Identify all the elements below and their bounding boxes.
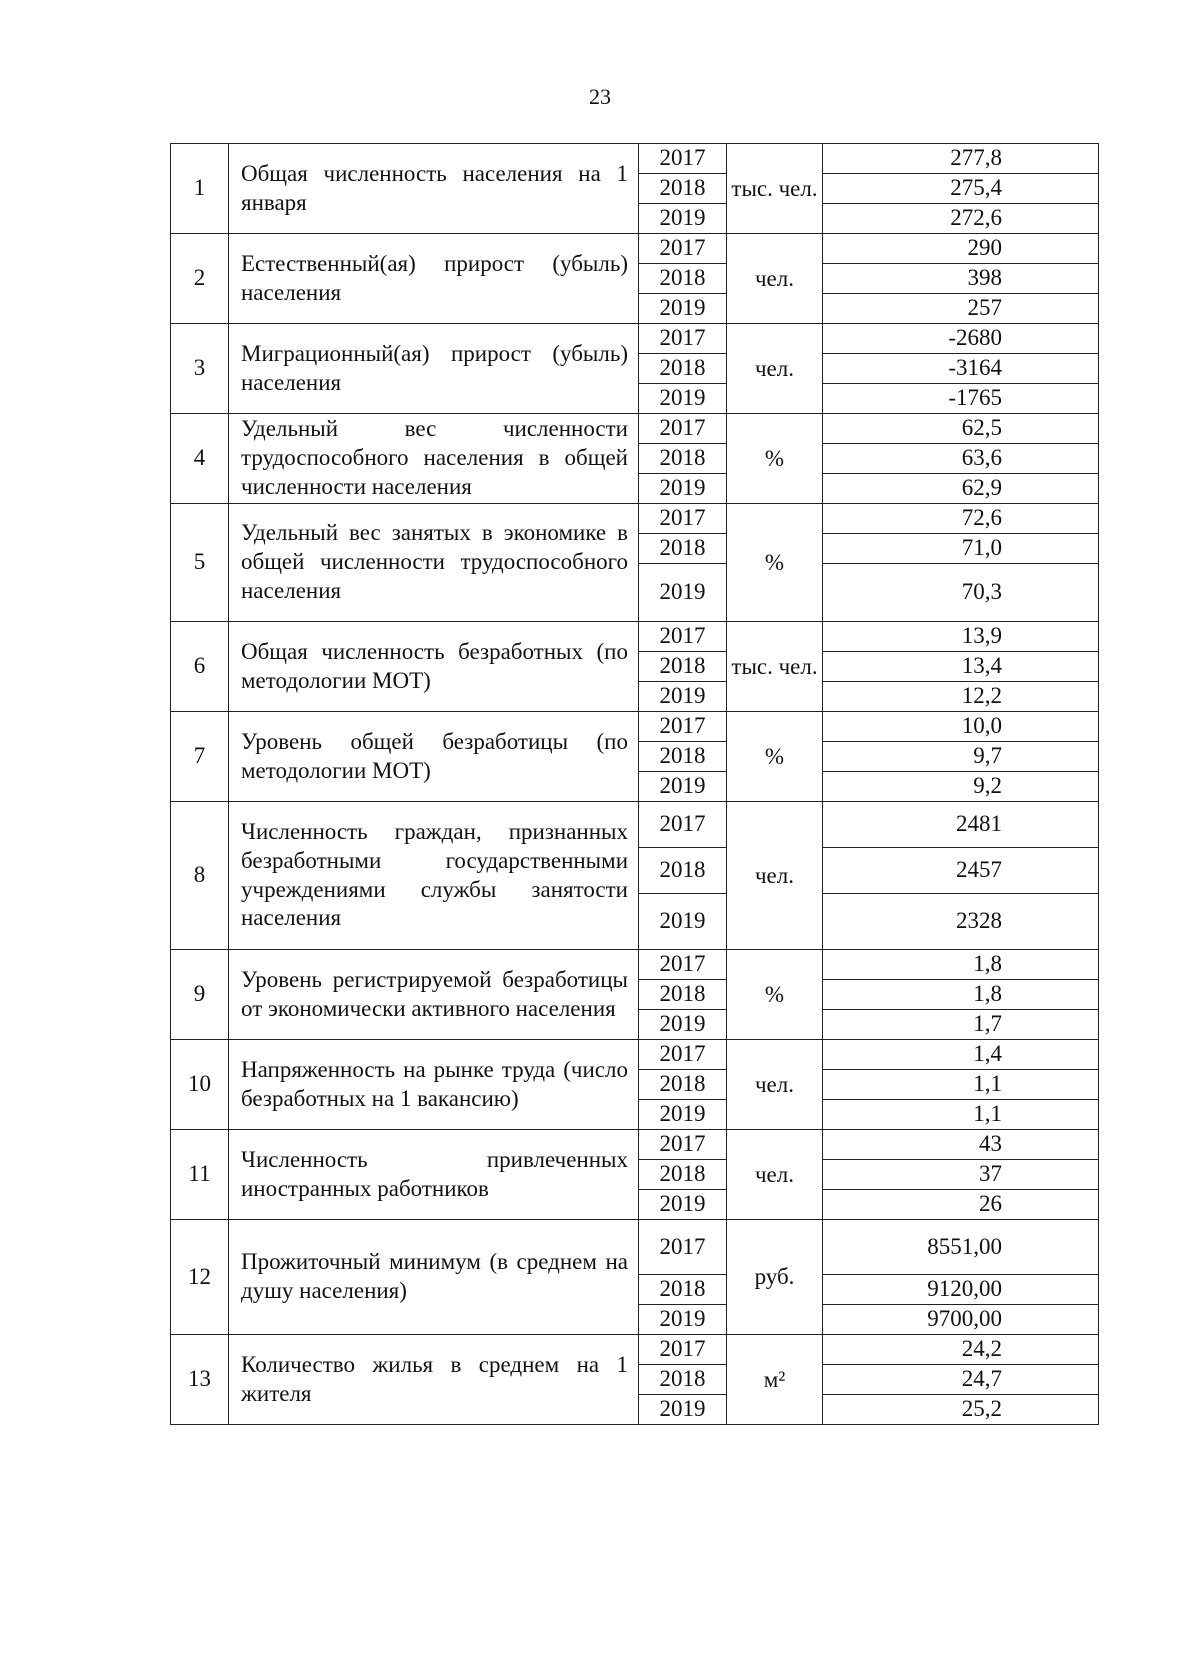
year-cell: 2019 [639, 1305, 727, 1335]
value-cell: 1,1 [823, 1100, 1099, 1130]
value-cell: 275,4 [823, 174, 1099, 204]
unit-cell: тыс. чел. [727, 622, 823, 712]
indicator-number: 8 [171, 802, 229, 950]
value-cell: 72,6 [823, 504, 1099, 534]
indicator-name: Уровень регистрируемой безработицы от экономически активного населения [229, 950, 639, 1040]
value-cell: 8551,00 [823, 1220, 1099, 1275]
indicator-name: Общая численность населения на 1 января [229, 144, 639, 234]
value-cell: 63,6 [823, 444, 1099, 474]
year-cell: 2017 [639, 234, 727, 264]
indicators-table-body [171, 144, 1099, 1425]
unit-cell: чел. [727, 234, 823, 324]
year-cell: 2019 [639, 204, 727, 234]
year-cell: 2018 [639, 174, 727, 204]
value-cell: 10,0 [823, 712, 1099, 742]
table-row [171, 1040, 1099, 1070]
value-cell: 9700,00 [823, 1305, 1099, 1335]
unit-cell: % [727, 712, 823, 802]
unit-cell: % [727, 950, 823, 1040]
value-cell: 9,2 [823, 772, 1099, 802]
indicator-name: Численность привлеченных иностранных работников [229, 1130, 639, 1220]
value-cell: 2328 [823, 894, 1099, 950]
indicator-name: Удельный вес численности трудоспособного населения в общей численности населения [229, 414, 639, 504]
value-cell: 272,6 [823, 204, 1099, 234]
value-cell: 9,7 [823, 742, 1099, 772]
year-cell: 2017 [639, 1130, 727, 1160]
unit-cell: % [727, 504, 823, 622]
table-row [171, 802, 1099, 848]
year-cell: 2018 [639, 444, 727, 474]
indicator-number: 1 [171, 144, 229, 234]
value-cell: 9120,00 [823, 1275, 1099, 1305]
value-cell: 257 [823, 294, 1099, 324]
year-cell: 2018 [639, 1275, 727, 1305]
indicator-name: Напряженность на рынке труда (число безработных на 1 вакансию) [229, 1040, 639, 1130]
year-cell: 2017 [639, 950, 727, 980]
unit-cell: чел. [727, 802, 823, 950]
table-row [171, 1335, 1099, 1365]
table-row [171, 414, 1099, 444]
indicator-number: 2 [171, 234, 229, 324]
indicator-name: Количество жилья в среднем на 1 жителя [229, 1335, 639, 1425]
unit-cell: руб. [727, 1220, 823, 1335]
year-cell: 2018 [639, 534, 727, 564]
value-cell: 13,4 [823, 652, 1099, 682]
year-cell: 2017 [639, 622, 727, 652]
year-cell: 2019 [639, 474, 727, 504]
value-cell: 62,9 [823, 474, 1099, 504]
year-cell: 2018 [639, 1070, 727, 1100]
year-cell: 2017 [639, 802, 727, 848]
year-cell: 2017 [639, 324, 727, 354]
indicator-name: Миграционный(ая) прирост (убыль) населения [229, 324, 639, 414]
table-row [171, 1220, 1099, 1275]
year-cell: 2019 [639, 1395, 727, 1425]
value-cell: 24,7 [823, 1365, 1099, 1395]
year-cell: 2017 [639, 1220, 727, 1275]
indicator-name: Уровень общей безработицы (по методологии МОТ) [229, 712, 639, 802]
unit-cell: % [727, 414, 823, 504]
table-row [171, 950, 1099, 980]
value-cell: 1,8 [823, 980, 1099, 1010]
year-cell: 2018 [639, 264, 727, 294]
indicator-name: Прожиточный минимум (в среднем на душу населения) [229, 1220, 639, 1335]
unit-cell: чел. [727, 324, 823, 414]
value-cell: 26 [823, 1190, 1099, 1220]
unit-cell: тыс. чел. [727, 144, 823, 234]
year-cell: 2017 [639, 1335, 727, 1365]
value-cell: 70,3 [823, 564, 1099, 622]
year-cell: 2018 [639, 354, 727, 384]
indicator-number: 3 [171, 324, 229, 414]
year-cell: 2017 [639, 414, 727, 444]
value-cell: -2680 [823, 324, 1099, 354]
value-cell: 25,2 [823, 1395, 1099, 1425]
table-row [171, 324, 1099, 354]
year-cell: 2019 [639, 1100, 727, 1130]
year-cell: 2017 [639, 144, 727, 174]
year-cell: 2019 [639, 894, 727, 950]
value-cell: 2457 [823, 848, 1099, 894]
value-cell: 2481 [823, 802, 1099, 848]
year-cell: 2018 [639, 652, 727, 682]
value-cell: 1,8 [823, 950, 1099, 980]
year-cell: 2018 [639, 1365, 727, 1395]
unit-cell: чел. [727, 1130, 823, 1220]
table-row [171, 234, 1099, 264]
year-cell: 2019 [639, 682, 727, 712]
value-cell: 277,8 [823, 144, 1099, 174]
indicator-name: Общая численность безработных (по методологии МОТ) [229, 622, 639, 712]
value-cell: 43 [823, 1130, 1099, 1160]
indicator-name: Численность граждан, признанных безработными государственными учреждениями службы занятости населения [229, 802, 639, 950]
indicator-name: Естественный(ая) прирост (убыль) населения [229, 234, 639, 324]
indicator-number: 6 [171, 622, 229, 712]
value-cell: 71,0 [823, 534, 1099, 564]
table-row [171, 144, 1099, 174]
indicator-number: 12 [171, 1220, 229, 1335]
value-cell: 24,2 [823, 1335, 1099, 1365]
table-row [171, 504, 1099, 534]
value-cell: 37 [823, 1160, 1099, 1190]
year-cell: 2017 [639, 712, 727, 742]
indicator-number: 13 [171, 1335, 229, 1425]
year-cell: 2019 [639, 1190, 727, 1220]
value-cell: 290 [823, 234, 1099, 264]
year-cell: 2019 [639, 294, 727, 324]
value-cell: 12,2 [823, 682, 1099, 712]
page-number: 23 [589, 84, 611, 109]
table-row [171, 712, 1099, 742]
indicators-table [170, 143, 1099, 1425]
table-row [171, 1130, 1099, 1160]
unit-cell: м² [727, 1335, 823, 1425]
indicator-number: 7 [171, 712, 229, 802]
value-cell: 1,7 [823, 1010, 1099, 1040]
year-cell: 2018 [639, 1160, 727, 1190]
value-cell: -3164 [823, 354, 1099, 384]
value-cell: 62,5 [823, 414, 1099, 444]
value-cell: 1,4 [823, 1040, 1099, 1070]
year-cell: 2018 [639, 848, 727, 894]
year-cell: 2019 [639, 564, 727, 622]
year-cell: 2018 [639, 980, 727, 1010]
year-cell: 2017 [639, 504, 727, 534]
indicator-number: 4 [171, 414, 229, 504]
indicator-number: 5 [171, 504, 229, 622]
year-cell: 2018 [639, 742, 727, 772]
value-cell: 398 [823, 264, 1099, 294]
year-cell: 2019 [639, 384, 727, 414]
table-row [171, 622, 1099, 652]
year-cell: 2019 [639, 1010, 727, 1040]
year-cell: 2017 [639, 1040, 727, 1070]
year-cell: 2019 [639, 772, 727, 802]
indicator-name: Удельный вес занятых в экономике в общей численности трудоспособного населения [229, 504, 639, 622]
unit-cell: чел. [727, 1040, 823, 1130]
indicator-number: 11 [171, 1130, 229, 1220]
value-cell: 13,9 [823, 622, 1099, 652]
value-cell: 1,1 [823, 1070, 1099, 1100]
indicator-number: 10 [171, 1040, 229, 1130]
indicator-number: 9 [171, 950, 229, 1040]
value-cell: -1765 [823, 384, 1099, 414]
